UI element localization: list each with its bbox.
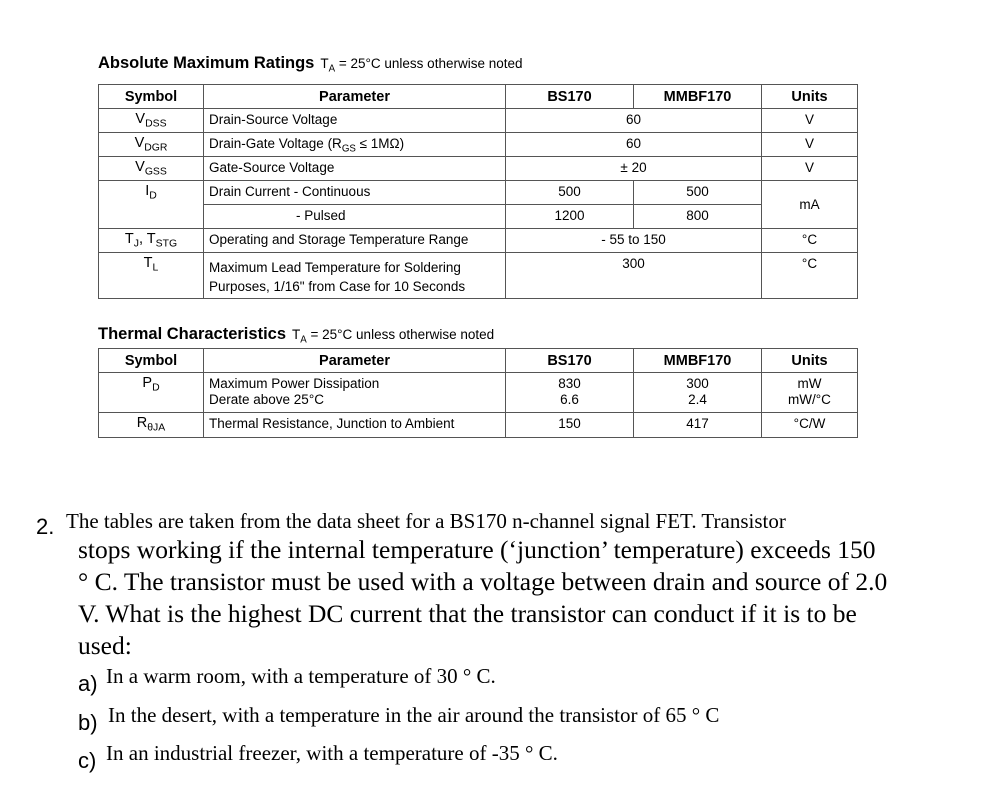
thermal-header-row [99, 349, 858, 373]
param-id-pulsed: - Pulsed [204, 205, 506, 229]
part-c-text: In an industrial freezer, with a temperature of -35 ° C. [106, 741, 558, 765]
units-id: mA [762, 181, 858, 229]
header-units: Units [762, 349, 858, 373]
symbol-pd: $P_D$ [99, 373, 204, 413]
param-rja: Thermal Resistance, Junction to Ambient [204, 413, 506, 438]
param-pd: Maximum Power Dissipation Derate above 25°C [204, 373, 506, 413]
symbol-rja: $R_{\theta JA}$ [99, 413, 204, 438]
table-row [99, 205, 858, 229]
symbol-tj-tstg: $T_J$, $T_{STG}$ [99, 229, 204, 253]
units-vdss: V [762, 109, 858, 133]
table-row [99, 373, 858, 413]
table-row [99, 413, 858, 438]
part-a-text: In a warm room, with a temperature of 30 ° C. [106, 664, 496, 688]
units-pd: mW mW/°C [762, 373, 858, 413]
param-vdgr: Drain-Gate Voltage $(R_{GS} \le 1M\Omega)$ [204, 133, 506, 157]
question-line-3: ° C. The transistor must be used with a voltage between drain and source of 2.0 [78, 567, 888, 596]
param-id-continuous: Drain Current - Continuous [204, 181, 506, 205]
units-vdgr: V [762, 133, 858, 157]
mmbf170-rja: 417 [634, 413, 762, 438]
question-line-2: stops working if the internal temperature (‘junction’ temperature) exceeds 150 [78, 535, 876, 564]
value-vgss: ± 20 [506, 157, 762, 181]
header-parameter: Parameter [204, 349, 506, 373]
header-units: Units [762, 85, 858, 109]
header-symbol: Symbol [99, 85, 204, 109]
header-bs170: BS170 [506, 85, 634, 109]
header-mmbf170: MMBF170 [634, 349, 762, 373]
abs-max-table [98, 84, 858, 299]
symbol-vgss: $V_{GSS}$ [99, 157, 204, 181]
param-vdss: Drain-Source Voltage [204, 109, 506, 133]
value-vdss: 60 [506, 109, 762, 133]
units-tl: °C [762, 253, 858, 299]
symbol-vdgr: $V_{DGR}$ [99, 133, 204, 157]
table-row [99, 133, 858, 157]
units-rja: °C/W [762, 413, 858, 438]
mmbf170-id-continuous: 500 [634, 181, 762, 205]
thermal-condition: $T_A = 25^\circ C$ unless otherwise noted [292, 327, 495, 346]
header-parameter: Parameter [204, 85, 506, 109]
header-mmbf170: MMBF170 [634, 85, 762, 109]
value-vdgr: 60 [506, 133, 762, 157]
symbol-vdss: $V_{DSS}$ [99, 109, 204, 133]
abs-max-header-row [99, 85, 858, 109]
header-symbol: Symbol [99, 349, 204, 373]
value-tj-tstg: - 55 to 150 [506, 229, 762, 253]
bs170-pd: 830 6.6 [506, 373, 634, 413]
param-tl: Maximum Lead Temperature for Soldering Purposes, 1/16" from Case for 10 Seconds [204, 253, 506, 299]
thermal-title [98, 325, 494, 344]
bs170-rja: 150 [506, 413, 634, 438]
symbol-id: $I_D$ [99, 181, 204, 229]
bs170-id-pulsed: 1200 [506, 205, 634, 229]
mmbf170-pd: 300 2.4 [634, 373, 762, 413]
param-tj-tstg: Operating and Storage Temperature Range [204, 229, 506, 253]
part-a-label: a) [78, 671, 98, 696]
symbol-tl: $T_L$ [99, 253, 204, 299]
mmbf170-id-pulsed: 800 [634, 205, 762, 229]
table-row [99, 253, 858, 299]
units-vgss: V [762, 157, 858, 181]
abs-max-title-text: Absolute Maximum Ratings [98, 54, 315, 72]
table-row [99, 181, 858, 205]
table-row [99, 229, 858, 253]
value-tl: 300 [506, 253, 762, 299]
part-b-label: b) [78, 710, 98, 735]
thermal-table [98, 348, 858, 438]
part-b-text: In the desert, with a temperature in the air around the transistor of 65 ° C [108, 703, 720, 727]
param-vgss: Gate-Source Voltage [204, 157, 506, 181]
bs170-id-continuous: 500 [506, 181, 634, 205]
question-line-4: V. What is the highest DC current that the transistor can conduct if it is to be [78, 599, 857, 628]
question-line-5: used: [78, 631, 132, 660]
abs-max-title [98, 54, 523, 73]
units-tj-tstg: °C [762, 229, 858, 253]
table-row [99, 109, 858, 133]
part-c-label: c) [78, 748, 97, 773]
thermal-title-text: Thermal Characteristics [98, 325, 287, 343]
question-line-1: The tables are taken from the data sheet for a BS170 n-channel signal FET. Transistor [66, 509, 786, 533]
table-row [99, 157, 858, 181]
header-bs170: BS170 [506, 349, 634, 373]
question-number: 2. [36, 514, 55, 539]
abs-max-condition: $T_A = 25^\circ C$ unless otherwise noted [320, 56, 523, 75]
